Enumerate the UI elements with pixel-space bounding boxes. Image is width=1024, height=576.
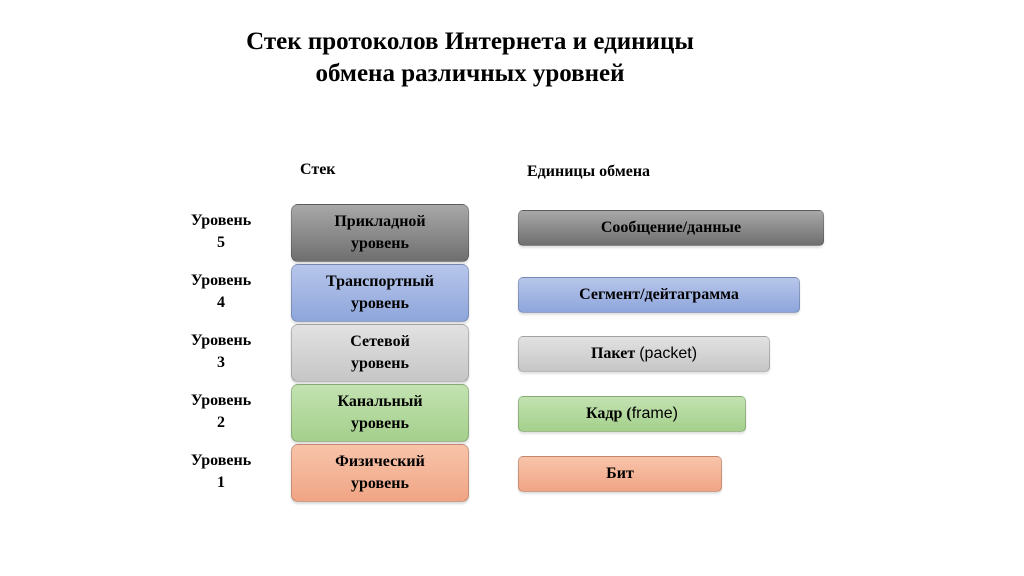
level-number: 4: [217, 294, 225, 311]
unit-label: Пакет: [590, 345, 636, 362]
application-layer-box: [291, 204, 469, 262]
unit-label-latin: (packet): [639, 345, 698, 362]
data-link-layer-box: [291, 384, 469, 442]
level-number: 2: [217, 414, 225, 431]
message-data-unit-box: [518, 210, 824, 246]
title-line-2: обмена различных уровней: [315, 60, 625, 87]
level-number: 3: [217, 354, 225, 371]
physical-layer-box: [291, 444, 469, 502]
layer-name-line-1: Канальный: [337, 393, 423, 410]
level-3-label: [178, 330, 264, 374]
layer-name-line-1: Прикладной: [334, 213, 426, 230]
layer-name-line-2: уровень: [351, 355, 409, 372]
unit-label: Сегмент/дейтаграмма: [579, 286, 739, 303]
level-2-label: [178, 390, 264, 434]
bit-unit-box: [518, 456, 722, 492]
layer-name-line-2: уровень: [351, 415, 409, 432]
layer-name-line-1: Физический: [335, 453, 425, 470]
unit-label: Сообщение/данные: [600, 219, 742, 236]
layer-name-line-2: уровень: [351, 295, 409, 312]
level-word: Уровень: [190, 332, 252, 349]
level-1-label: [178, 450, 264, 494]
layer-name-line-2: уровень: [351, 235, 409, 252]
network-layer-box: [291, 324, 469, 382]
unit-label: Кадр (: [586, 405, 632, 422]
level-word: Уровень: [190, 272, 252, 289]
layer-name-line-1: Транспортный: [326, 273, 434, 290]
title-line-1: Стек протоколов Интернета и единицы: [246, 28, 694, 55]
layer-name-line-1: Сетевой: [350, 333, 410, 350]
packet-unit-box: [518, 336, 770, 372]
units-column-header: Единицы обмена: [527, 163, 651, 180]
unit-label-latin: frame): [631, 405, 678, 422]
page-title: [170, 26, 770, 90]
stack-column-header: Стек: [300, 161, 336, 178]
level-4-label: [178, 270, 264, 314]
level-number: 1: [217, 474, 225, 491]
level-number: 5: [217, 234, 225, 251]
transport-layer-box: [291, 264, 469, 322]
level-word: Уровень: [190, 212, 252, 229]
segment-datagram-unit-box: [518, 277, 800, 313]
unit-label: Бит: [606, 465, 634, 482]
level-5-label: [178, 210, 264, 254]
frame-unit-box: [518, 396, 746, 432]
layer-name-line-2: уровень: [351, 475, 409, 492]
level-word: Уровень: [190, 452, 252, 469]
level-word: Уровень: [190, 392, 252, 409]
